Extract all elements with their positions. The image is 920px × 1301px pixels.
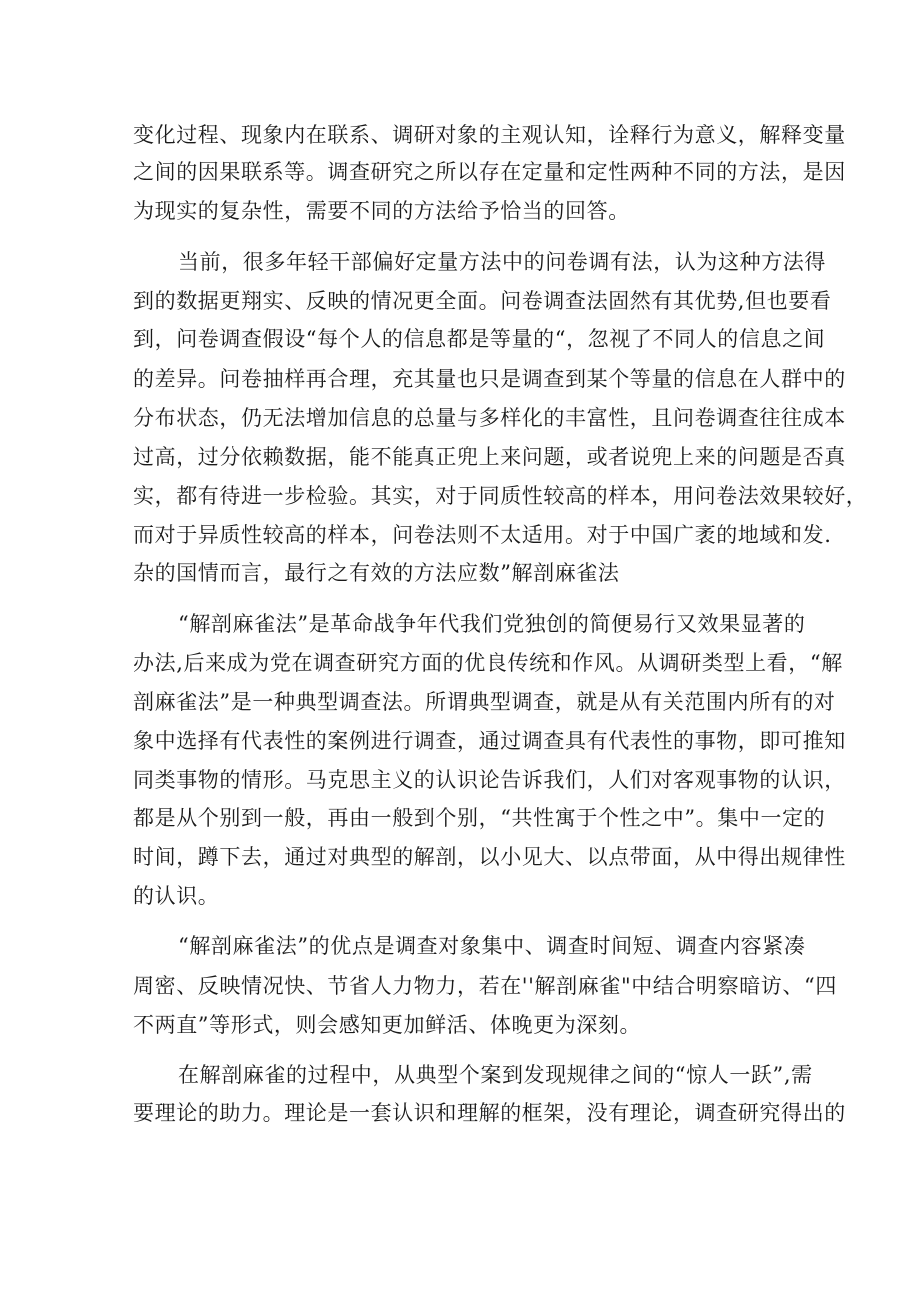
text-line: 实，都有待进一步检验。其实，对于同质性较高的样本，用问卷法效果较好， [133, 484, 868, 508]
text-line: 办法,后来成为党在调查研究方面的优良传统和作风。从调研类型上看，“解 [133, 651, 843, 675]
text-line: 之间的因果联系等。调查研究之所以存在定量和定性两种不同的方法，是因 [133, 160, 846, 184]
text-line: 剖麻雀法”是一种典型调查法。所谓典型调查，就是从有关范围内所有的对 [133, 690, 836, 714]
text-line: 杂的国情而言，最行之有效的方法应数”解剖麻雀法 [133, 561, 620, 585]
text-line: 而对于异质性较高的样本，问卷法则不太适用。对于中国广袤的地域和发. [133, 523, 832, 547]
text-line: 都是从个别到一般，再由一般到个别，“共性寓于个性之中”。集中一定的 [133, 806, 826, 830]
text-line: 到的数据更翔实、反映的情况更全面。问卷调查法固然有其优势,但也要看 [133, 289, 832, 313]
text-line: 的认识。 [133, 884, 220, 908]
text-line: “解剖麻雀法”是革命战争年代我们党独创的简便易行又效果显著的 [178, 612, 806, 636]
text-line: 不两直”等形式，则会感知更加鲜活、体晚更为深刻。 [133, 1013, 642, 1037]
text-line: 同类事物的情形。马克思主义的认识论告诉我们，人们对客观事物的认识， [133, 768, 846, 792]
text-line: 为现实的复杂性，需要不同的方法给予恰当的回答。 [133, 199, 630, 223]
text-line: 要理论的助力。理论是一套认识和理解的框架，没有理论，调查研究得出的 [133, 1101, 846, 1125]
text-line: 的差异。问卷抽样再合理，充其量也只是调查到某个等量的信息在人群中的 [133, 367, 846, 391]
text-line: 象中选择有代表性的案例进行调查，通过调查具有代表性的事物，即可推知 [133, 729, 846, 753]
text-line: 过高，过分依赖数据，能不能真正兜上来问题，或者说兜上来的问题是否真 [133, 445, 846, 469]
text-line: 当前，很多年轻干部偏好定量方法中的问卷调有法，认为这种方法得 [178, 250, 826, 274]
text-line: 分布状态，仍无法增加信息的总量与多样化的丰富性，且问卷调查往往成本 [133, 406, 846, 430]
text-line: 周密、反映情况快、节省人力物力，若在''解剖麻雀"中结合明察暗访、“四 [133, 974, 837, 998]
text-line: 在解剖麻雀的过程中，从典型个案到发现规律之间的“惊人一跃”,需 [178, 1063, 813, 1087]
text-line: “解剖麻雀法”的优点是调查对象集中、调查时间短、调查内容紧凑 [178, 934, 806, 958]
text-line: 时间，蹲下去，通过对典型的解剖，以小见大、以点带面，从中得出规律性 [133, 845, 846, 869]
text-line: 到，问卷调查假设“每个人的信息都是等量的“，忽视了不同人的信息之间 [133, 327, 826, 351]
text-line: 变化过程、现象内在联系、调研对象的主观认知，诠释行为意义，解释变量 [133, 123, 846, 147]
